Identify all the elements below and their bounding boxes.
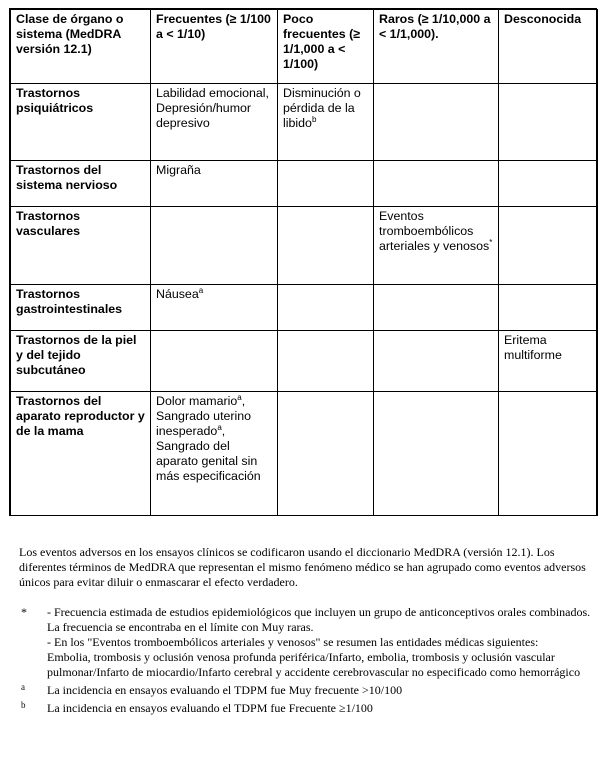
adverse-events-table [10, 9, 598, 516]
footnote-star [19, 605, 604, 680]
adverse-events-table-frame [9, 8, 597, 516]
cell-rare: Eventos tromboembólicos arteriales y venosos* [374, 207, 499, 285]
cell-frequent [151, 331, 278, 392]
cell-frequent [151, 207, 278, 285]
cell-rare [374, 84, 499, 161]
header-organ-class: Clase de órgano o sistema (MedDRA versión 12.1) [11, 10, 151, 84]
row-category: Trastornos del sistema nervioso [11, 161, 151, 207]
cell-unknown [499, 161, 598, 207]
header-frequent: Frecuentes (≥ 1/100 a < 1/10) [151, 10, 278, 84]
header-rare: Raros (≥ 1/10,000 a < 1/1,000). [374, 10, 499, 84]
footnote-a-text: La incidencia en ensayos evaluando el TDPM fue Muy frecuente >10/100 [47, 683, 403, 697]
footnote-b-text: La incidencia en ensayos evaluando el TDPM fue Frecuente ≥1/100 [47, 701, 373, 715]
footnote-star-entities: Embolia, trombosis y oclusión venosa profunda periférica/Infarto, embolia, trombosis y oclusión vascular pulmonar/Infarto de miocardio/Infarto cerebral y accidente cerebrovascular no especificado como hemorrágico [47, 650, 581, 679]
cell-uncommon [278, 207, 374, 285]
cell-unknown [499, 285, 598, 331]
cell-frequent: Migraña [151, 161, 278, 207]
footnote-a [19, 683, 604, 698]
footnote-star-frequency: - Frecuencia estimada de estudios epidemiológicos que incluyen un grupo de anticonceptivos orales combinados. La frecuencia se encontraba en el límite con Muy raras. [47, 605, 591, 634]
table-row [11, 392, 598, 516]
cell-rare [374, 161, 499, 207]
notes-intro: Los eventos adversos en los ensayos clínicos se codificaron usando el diccionario MedDRA (versión 12.1). Los diferentes términos de MedDRA que representan el mismo fenómeno médico se han agrupado como eventos adversos únicos para evitar diluir o enmascarar el efecto verdadero. [19, 545, 586, 589]
cell-unknown: Eritema multiforme [499, 331, 598, 392]
header-uncommon: Poco frecuentes (≥ 1/1,000 a < 1/100) [278, 10, 374, 84]
table-row [11, 207, 598, 285]
cell-rare [374, 285, 499, 331]
row-category: Trastornos vasculares [11, 207, 151, 285]
table-row [11, 285, 598, 331]
row-category: Trastornos psiquiátricos [11, 84, 151, 161]
cell-unknown [499, 84, 598, 161]
cell-rare [374, 392, 499, 516]
footnote-a-mark: a [21, 682, 25, 692]
footnote-star-summary: - En los "Eventos tromboembólicos arteriales y venosos" se resumen las entidades médicas siguientes: [47, 635, 539, 649]
cell-rare [374, 331, 499, 392]
footnote-b-mark: b [21, 700, 26, 710]
cell-unknown [499, 207, 598, 285]
cell-uncommon [278, 285, 374, 331]
table-notes [19, 545, 604, 716]
table-row [11, 84, 598, 161]
table-row [11, 161, 598, 207]
cell-uncommon [278, 331, 374, 392]
cell-uncommon [278, 161, 374, 207]
header-row [11, 10, 598, 84]
table-row [11, 331, 598, 392]
cell-frequent: Náusea$^a$ [151, 285, 278, 331]
footnote-b [19, 701, 604, 716]
footnote-star-mark: * [21, 605, 27, 619]
row-category: Trastornos de la piel y del tejido subcutáneo [11, 331, 151, 392]
cell-uncommon: Disminución o pérdida de la libido$^b$ [278, 84, 374, 161]
cell-uncommon [278, 392, 374, 516]
row-category: Trastornos del aparato reproductor y de la mama [11, 392, 151, 516]
header-unknown: Desconocida [499, 10, 598, 84]
cell-unknown [499, 392, 598, 516]
cell-frequent: Dolor mamario$^a$, Sangrado uterino inesperado$^a$, Sangrado del aparato genital sin más especificación [151, 392, 278, 516]
cell-frequent: Labilidad emocional, Depresión/humor depresivo [151, 84, 278, 161]
row-category: Trastornos gastrointestinales [11, 285, 151, 331]
